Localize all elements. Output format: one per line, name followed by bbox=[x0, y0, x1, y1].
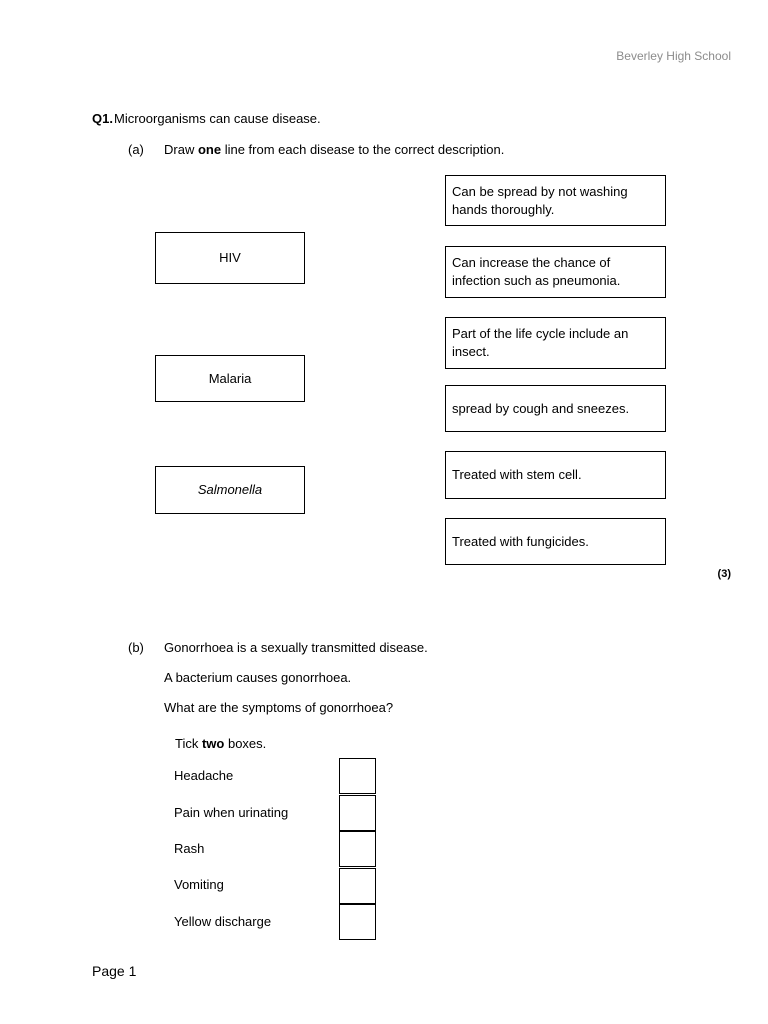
description-box-5[interactable]: Treated with stem cell. bbox=[445, 451, 666, 499]
description-box-1[interactable]: Can be spread by not washing hands thoroughly. bbox=[445, 175, 666, 226]
description-box-3[interactable]: Part of the life cycle include an insect. bbox=[445, 317, 666, 369]
tick-box-vomiting[interactable] bbox=[339, 868, 376, 904]
option-label-rash: Rash bbox=[174, 841, 205, 856]
page-number: Page 1 bbox=[92, 963, 137, 979]
part-a-letter: (a) bbox=[128, 142, 144, 157]
part-b-line2: A bacterium causes gonorrhoea. bbox=[164, 670, 352, 685]
part-a-instruction: Draw one line from each disease to the correct description. bbox=[164, 142, 505, 157]
part-b-line1: Gonorrhoea is a sexually transmitted disease. bbox=[164, 640, 428, 655]
description-box-2[interactable]: Can increase the chance of infection such as pneumonia. bbox=[445, 246, 666, 298]
part-b-line3: What are the symptoms of gonorrhoea? bbox=[164, 700, 394, 715]
tick-instruction: Tick two boxes. bbox=[175, 736, 267, 751]
option-label-pain-when-urinating: Pain when urinating bbox=[174, 805, 289, 820]
tick-box-headache[interactable] bbox=[339, 758, 376, 794]
part-b-letter: (b) bbox=[128, 640, 144, 655]
question-intro: Microorganisms can cause disease. bbox=[114, 111, 321, 126]
description-box-4[interactable]: spread by cough and sneezes. bbox=[445, 385, 666, 432]
option-label-yellow-discharge: Yellow discharge bbox=[174, 914, 272, 929]
description-box-6[interactable]: Treated with fungicides. bbox=[445, 518, 666, 565]
disease-box-salmonella[interactable]: Salmonella bbox=[155, 466, 305, 514]
question-number: Q1. bbox=[92, 111, 113, 126]
tick-box-pain-when-urinating[interactable] bbox=[339, 795, 376, 831]
tick-box-rash[interactable] bbox=[339, 831, 376, 867]
disease-box-malaria[interactable]: Malaria bbox=[155, 355, 305, 402]
tick-box-yellow-discharge[interactable] bbox=[339, 904, 376, 940]
school-name: Beverley High School bbox=[616, 49, 731, 63]
option-label-headache: Headache bbox=[174, 768, 234, 783]
disease-box-hiv[interactable]: HIV bbox=[155, 232, 305, 284]
option-label-vomiting: Vomiting bbox=[174, 877, 224, 892]
marks-label: (3) bbox=[717, 568, 731, 580]
